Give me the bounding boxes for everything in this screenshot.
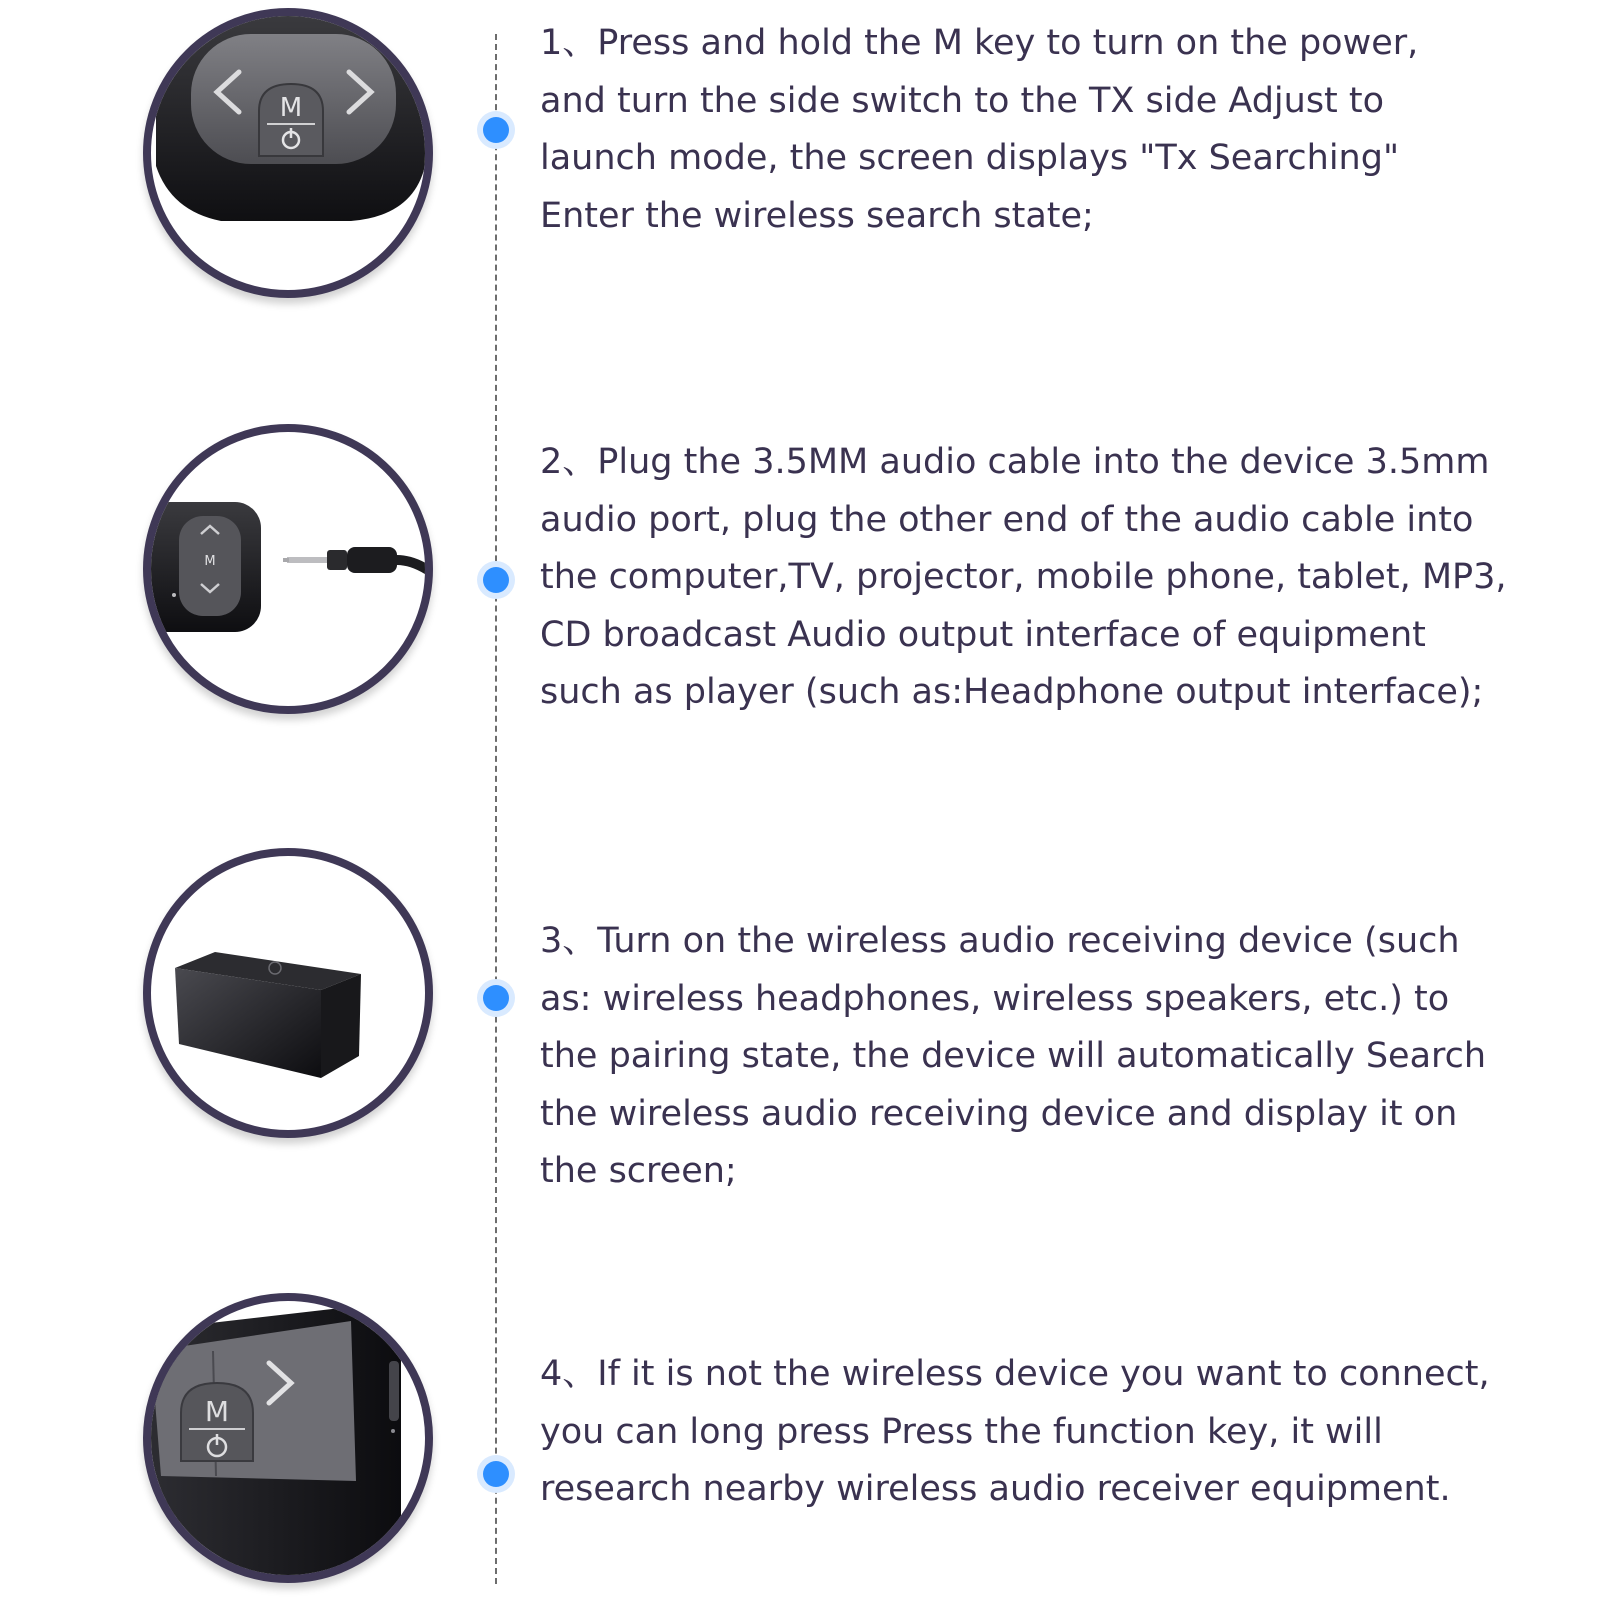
device-buttons-closeup-icon bbox=[151, 16, 425, 290]
svg-text:M: M bbox=[204, 554, 216, 569]
step-1-dot bbox=[483, 117, 509, 143]
step-2-text: 2、Plug the 3.5MM audio cable into the device 3.5mm audio port, plug the other end of the audio cable into the computer,TV, projector, mobile phone, tablet, MP3, CD broadcast Audio output interface of equipment such as player (such as:Headphone output interface); bbox=[540, 442, 1507, 712]
step-2-image bbox=[143, 424, 433, 714]
timeline-dashed-line bbox=[495, 34, 497, 1584]
step-3-text: 3、Turn on the wireless audio receiving device (such as: wireless headphones, wireless speakers, etc.) to the pairing state, the device will automatically Search the wireless audio receiving device and display it on the screen; bbox=[540, 921, 1487, 1191]
step-4-image bbox=[143, 1293, 433, 1583]
wireless-speaker-icon bbox=[151, 856, 425, 1130]
device-with-audio-cable-icon bbox=[151, 432, 425, 706]
svg-text:M: M bbox=[279, 93, 303, 123]
step-3-image bbox=[143, 848, 433, 1138]
svg-text:M: M bbox=[204, 1395, 230, 1428]
device-function-key-closeup-icon bbox=[151, 1301, 425, 1575]
step-4-text: 4、If it is not the wireless device you want to connect, you can long press Press the function key, it will research nearby wireless audio receiver equipment. bbox=[540, 1354, 1490, 1509]
step-1-image bbox=[143, 8, 433, 298]
step-1-text: 1、Press and hold the M key to turn on the power, and turn the side switch to the TX side Adjust to launch mode, the screen displays "Tx Searching" Enter the wireless search state; bbox=[540, 23, 1419, 236]
step-3-dot bbox=[483, 985, 509, 1011]
step-4-dot bbox=[483, 1461, 509, 1487]
step-2-dot bbox=[483, 567, 509, 593]
